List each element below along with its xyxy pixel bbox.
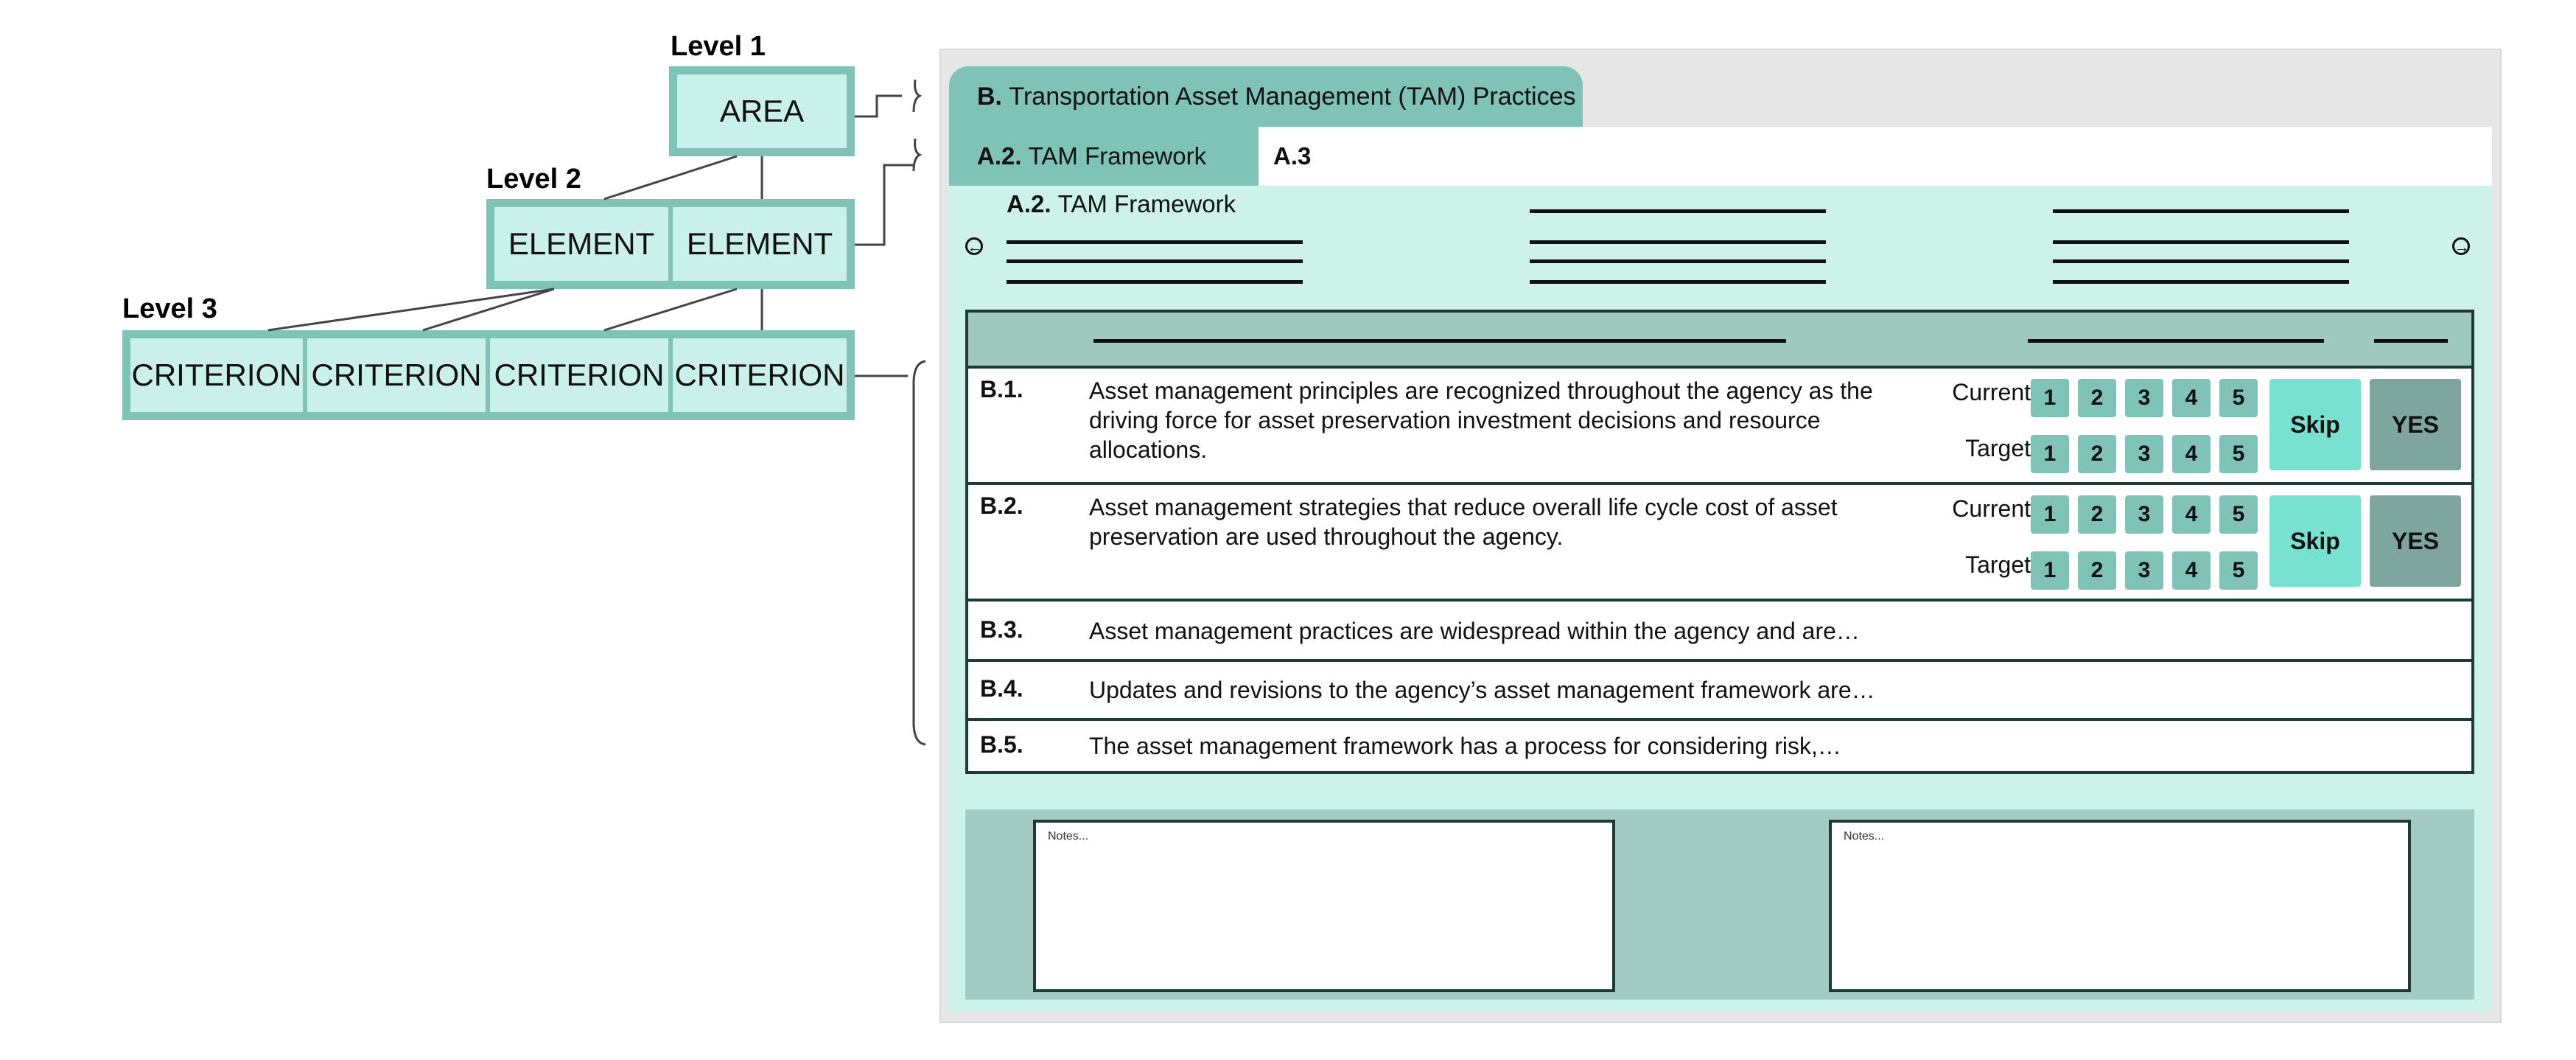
criterion-row-b4[interactable] [968,662,2471,721]
placeholder-line [1530,280,1826,284]
section-header-title: TAM Framework [1057,190,1236,217]
criterion-text: Updates and revisions to the agency’s asset management framework are… [1089,677,1875,703]
target-score-3[interactable]: 3 [2125,435,2163,473]
current-score-2[interactable]: 2 [2078,379,2116,417]
criterion-box-1: CRITERION [122,330,307,420]
tab-a2[interactable] [949,127,1259,186]
criterion-text: Asset management practices are widespread within the agency and are… [1089,618,1860,644]
brace-area [914,80,920,112]
notes-field-right[interactable]: Notes... [1829,820,2411,992]
header-placeholder-line [1093,339,1786,343]
current-score-4[interactable]: 4 [2172,379,2211,417]
current-score-3[interactable]: 3 [2125,495,2163,534]
current-label: Current [1952,379,2031,405]
next-arrow-icon[interactable]: → [2452,237,2470,255]
yes-button[interactable]: YES [2370,495,2461,587]
placeholder-line [2053,259,2349,263]
notes-field-left[interactable]: Notes... [1033,820,1615,992]
target-score-4[interactable]: 4 [2172,551,2211,590]
current-score-1[interactable]: 1 [2031,495,2069,534]
criterion-row-b5[interactable] [968,721,2471,771]
current-score-2[interactable]: 2 [2078,495,2116,534]
placeholder-line [1007,259,1303,263]
criterion-row-b3[interactable] [968,602,2471,662]
target-score-2[interactable]: 2 [2078,435,2116,473]
current-score-4[interactable]: 4 [2172,495,2211,534]
tab-a3-prefix: A.3 [1273,142,1312,170]
header-placeholder-line [2028,339,2324,343]
area-tab-title: Transportation Asset Management (TAM) Practices [1009,82,1576,111]
connector-area-to-tab [855,96,902,116]
criterion-text: Asset management strategies that reduce overall life cycle cost of asset preservation are used throughout the agency. [1089,494,1838,550]
current-label: Current [1952,495,2031,522]
criterion-id: B.3. [980,616,1023,643]
criteria-table [965,310,2474,774]
area-tab-prefix: B. [977,82,1002,111]
criterion-box-3: CRITERION [486,330,672,420]
placeholder-line [1007,240,1303,244]
element-box-1: ELEMENT [486,199,672,289]
criterion-id: B.2. [980,492,1023,519]
target-score-5[interactable]: 5 [2219,435,2258,473]
criterion-row-b2[interactable] [968,485,2471,602]
prev-arrow-icon[interactable]: ← [965,237,983,255]
tab-a2-prefix: A.2. [977,142,1022,170]
tab-a2-title: TAM Framework [1028,142,1207,170]
target-score-5[interactable]: 5 [2219,551,2258,590]
placeholder-line [2053,240,2349,244]
connector-element1-criterion2 [423,289,554,330]
skip-button[interactable]: Skip [2269,379,2361,470]
criterion-text: The asset management framework has a process for considering risk,… [1089,733,1841,759]
placeholder-line [1530,240,1826,244]
target-score-2[interactable]: 2 [2078,551,2116,590]
header-placeholder-line [2374,339,2448,343]
target-score-1[interactable]: 1 [2031,435,2069,473]
criterion-id: B.4. [980,675,1023,702]
current-score-3[interactable]: 3 [2125,379,2163,417]
tab-a3[interactable] [1273,127,1311,186]
connector-element2-criterion3 [604,289,737,330]
placeholder-line [2053,209,2349,213]
placeholder-line [2053,280,2349,284]
connector-element-to-tab [855,165,914,245]
brace-criterion [914,361,925,745]
criterion-box-4: CRITERION [669,330,855,420]
brace-element [914,139,920,171]
target-score-3[interactable]: 3 [2125,551,2163,590]
level1-label: Level 1 [671,31,766,62]
element-box-2: ELEMENT [669,199,855,289]
placeholder-line [1530,209,1826,213]
connector-area-element1 [604,156,737,199]
skip-button[interactable]: Skip [2269,495,2361,587]
criterion-row-b1[interactable] [968,369,2471,485]
connector-element1-criterion1 [268,289,554,330]
level3-label: Level 3 [122,293,217,324]
target-label: Target [1965,435,2031,461]
placeholder-line [1007,280,1303,284]
criterion-text: Asset management principles are recognized throughout the agency as the driving force for asset preservation investment decisions and resource allocations. [1089,377,1873,463]
area-box: AREA [669,66,855,156]
current-score-1[interactable]: 1 [2031,379,2069,417]
level2-label: Level 2 [486,164,581,195]
yes-button[interactable]: YES [2370,379,2461,470]
area-tab[interactable] [949,66,1583,127]
target-label: Target [1965,551,2031,578]
placeholder-line [1530,259,1826,263]
criterion-box-2: CRITERION [304,330,489,420]
current-score-5[interactable]: 5 [2219,495,2258,534]
criterion-id: B.5. [980,731,1023,758]
target-score-1[interactable]: 1 [2031,551,2069,590]
table-header [968,313,2471,369]
section-header-prefix: A.2. [1007,190,1051,217]
section-header [1007,190,1236,218]
current-score-5[interactable]: 5 [2219,379,2258,417]
element-tabs [949,127,2492,186]
target-score-4[interactable]: 4 [2172,435,2211,473]
criterion-id: B.1. [980,376,1023,402]
